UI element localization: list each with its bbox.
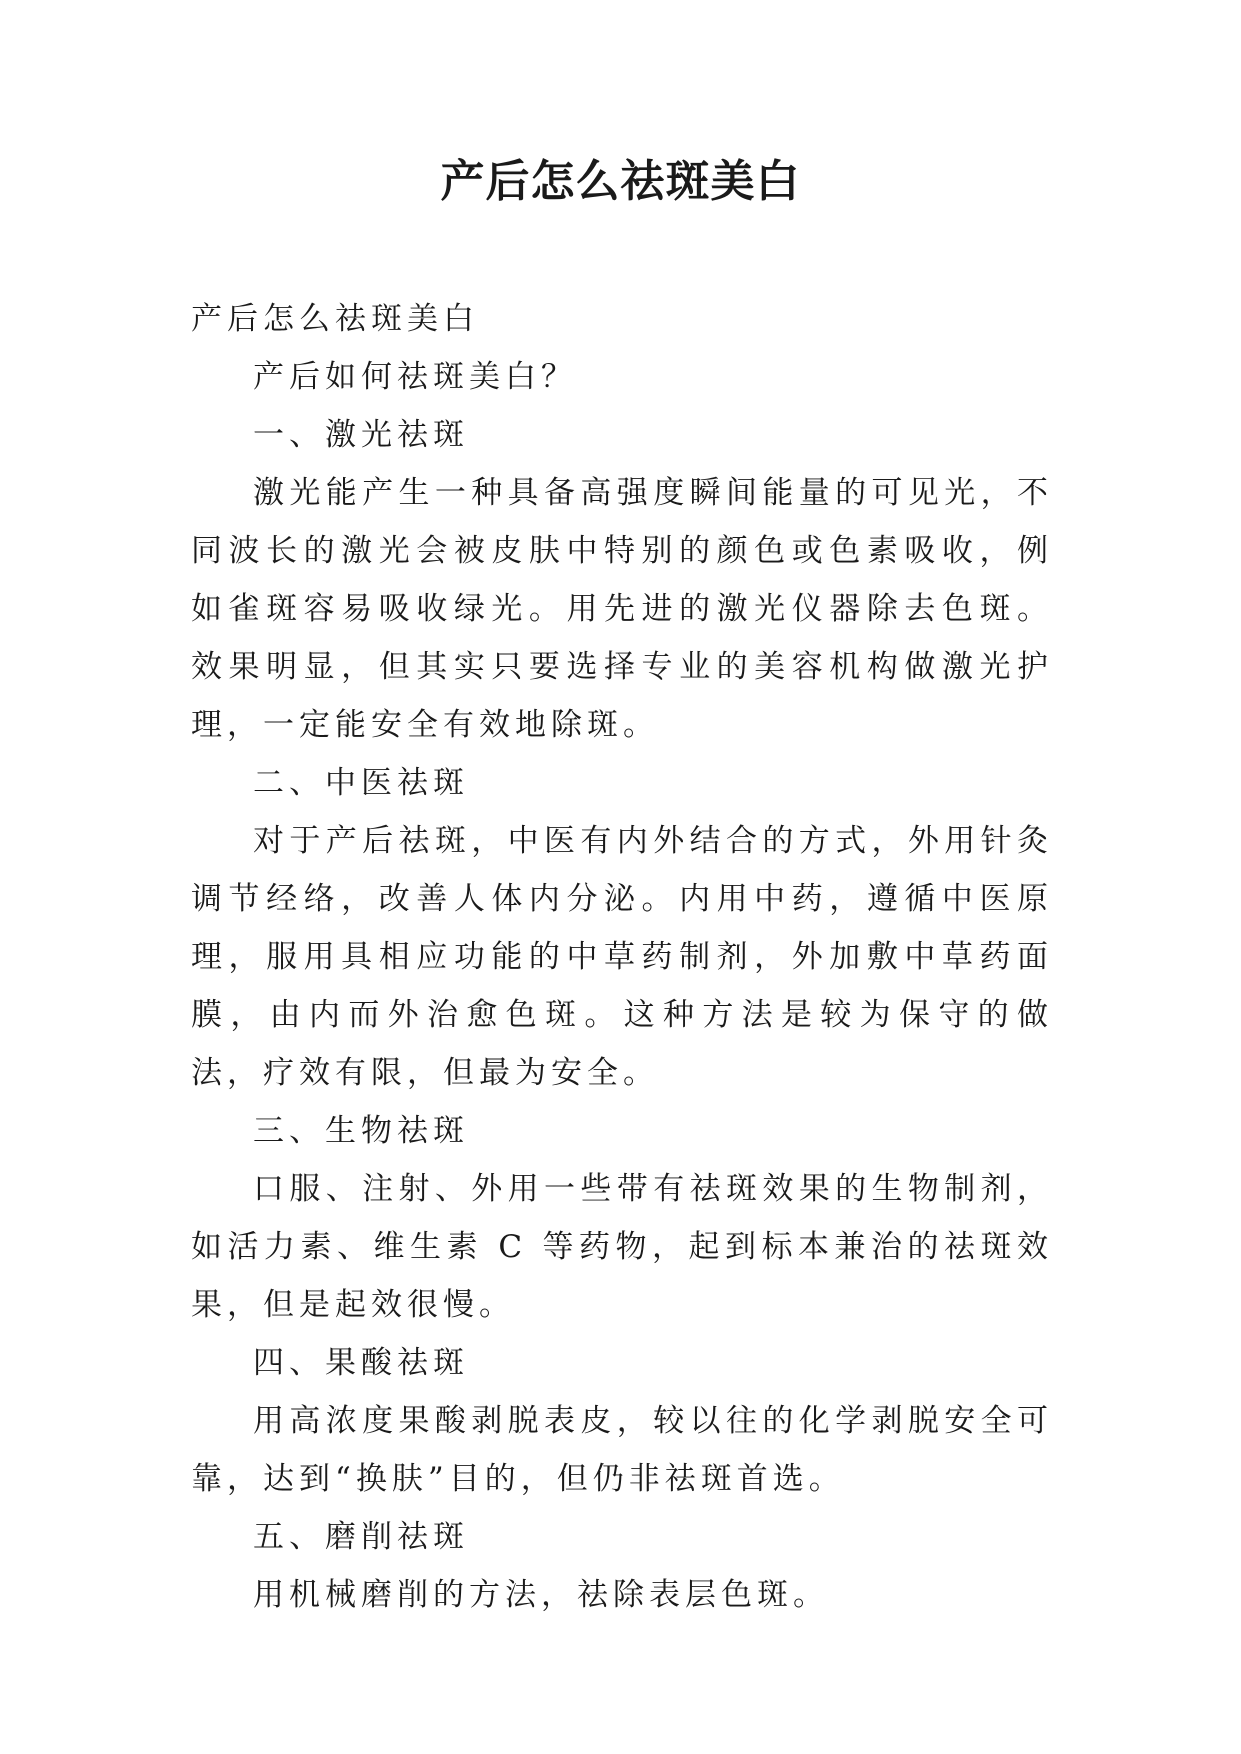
- document-body: [191, 290, 1053, 1624]
- section-heading-tcm: 二、中医祛斑: [253, 765, 469, 801]
- paragraph-question: 产后如何祛斑美白？: [253, 359, 577, 395]
- paragraph-subtitle: 产后怎么祛斑美白: [191, 301, 479, 337]
- paragraph-laser: 激光能产生一种具备高强度瞬间能量的可见光，不同波长的激光会被皮肤中特别的颜色或色素吸收，例如雀斑容易吸收绿光。用先进的激光仪器除去色斑。效果明显，但其实只要选择专业的美容机构做激光护理，一定能安全有效地除斑。: [191, 475, 1053, 743]
- section-heading-abrasion: 五、磨削祛斑: [253, 1519, 469, 1555]
- paragraph-tcm: 对于产后祛斑，中医有内外结合的方式，外用针灸调节经络，改善人体内分泌。内用中药，遵循中医原理，服用具相应功能的中草药制剂，外加敷中草药面膜，由内而外治愈色斑。这种方法是较为保守的做法，疗效有限，但最为安全。: [191, 823, 1053, 1091]
- paragraph-bio: 口服、注射、外用一些带有祛斑效果的生物制剂，如活力素、维生素 C 等药物，起到标本兼治的祛斑效果，但是起效很慢。: [191, 1171, 1053, 1323]
- document-title: 产后怎么祛斑美白: [440, 156, 801, 207]
- section-heading-laser: 一、激光祛斑: [253, 417, 469, 453]
- section-heading-bio: 三、生物祛斑: [253, 1113, 469, 1149]
- section-heading-fruit-acid: 四、果酸祛斑: [253, 1345, 469, 1381]
- paragraph-abrasion: 用机械磨削的方法，祛除表层色斑。: [253, 1577, 829, 1613]
- paragraph-fruit-acid: 用高浓度果酸剥脱表皮，较以往的化学剥脱安全可靠，达到“换肤”目的，但仍非祛斑首选。: [191, 1403, 1053, 1497]
